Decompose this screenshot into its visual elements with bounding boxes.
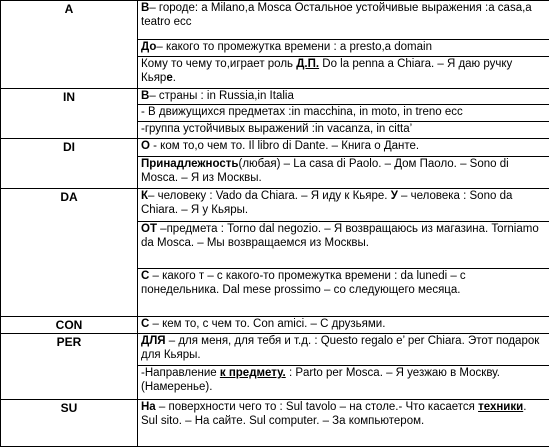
preposition-per: PER xyxy=(1,333,138,399)
usage-cell: До– какого то промежутка времени : a presto,a domain xyxy=(138,39,549,56)
table-row xyxy=(1,139,549,156)
table-row xyxy=(1,333,549,366)
table-row xyxy=(1,189,549,222)
table-row xyxy=(1,1,549,40)
usage-cell: -Направление к предмету. : Parto per Mosca. – Я уезжаю в Москву.(Намеренье). xyxy=(138,366,549,400)
preposition-in: IN xyxy=(1,88,138,139)
usage-cell: -группа устойчивых выражений :in vacanza, in citta’ xyxy=(138,122,549,139)
table-row xyxy=(1,88,549,104)
usage-cell: Кому то чему то,играет роль Д.П. Do la penna a Chiara. – Я даю ручку Кьяре. xyxy=(138,56,549,88)
usage-cell: В– страны : in Russia,in Italia xyxy=(138,88,549,104)
usage-cell: - В движущихся предметах :in macchina, in moto, in treno ecc xyxy=(138,104,549,121)
table-row xyxy=(1,316,549,333)
usage-cell: В– городе: a Milano,a Mosca Остальное устойчивые выражения :a casa,a teatro ecc xyxy=(138,1,549,40)
table-row xyxy=(1,400,549,447)
usage-cell: С – кем то, с чем то. Con amici. – С друзьями. xyxy=(138,316,549,333)
usage-cell: К– человеку : Vado da Chiara. – Я иду к Кьяре. У – человека : Sono da Chiara. – Я у Кьяры. xyxy=(138,189,549,222)
usage-cell: Принадлежность(любая) – La casa di Paolo. – Дом Паоло. – Sono di Mosca. – Я из Москвы. xyxy=(138,156,549,189)
preposition-a: A xyxy=(1,1,138,89)
preposition-da: DA xyxy=(1,189,138,316)
usage-cell: ДЛЯ – для меня, для тебя и т.д. : Questo regalo e’ per Chiara. Этот подарок для Кьяры. xyxy=(138,333,549,366)
preposition-su: SU xyxy=(1,400,138,447)
preposition-di: DI xyxy=(1,139,138,189)
usage-cell: С – какого т – с какого-то промежутка времени : da lunedi – с понедельника. Dal mese prossimo – со следующего месяца. xyxy=(138,268,549,316)
usage-cell: На – поверхности чего то : Sul tavolo – на столе.- Что касается техники. Sul sito. – На сайте. Sul computer. – За компьютером. xyxy=(138,400,549,447)
usage-cell: О - ком то,о чем то. Il libro di Dante. – Книга о Данте. xyxy=(138,139,549,156)
preposition-con: CON xyxy=(1,316,138,333)
usage-cell: ОТ –предмета : Torno dal negozio. – Я возвращаюсь из магазина. Torniamo da Mosca. – Мы возвращаемся из Москвы. xyxy=(138,221,549,268)
